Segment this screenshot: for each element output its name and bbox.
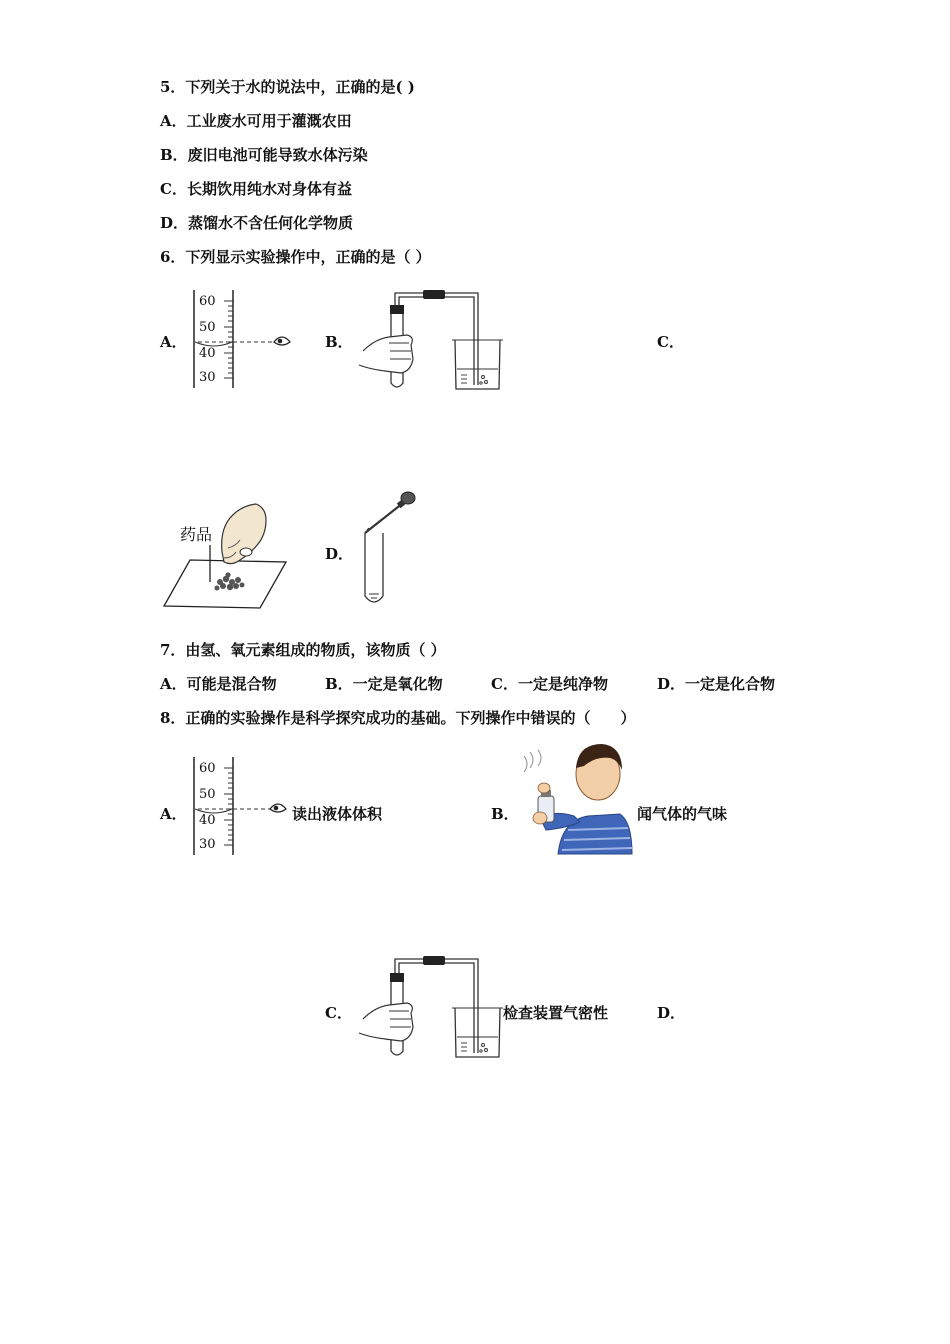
q8-label-b: B．: [491, 805, 519, 823]
eye-icon: [270, 804, 286, 812]
q8-scale-50: 50: [199, 787, 216, 802]
q8-label-d: D．: [657, 1004, 686, 1022]
q8-scale-30: 30: [199, 837, 216, 852]
q6-c-caption: 药品: [180, 525, 213, 544]
q8-c-caption: 检查装置气密性: [503, 1004, 609, 1022]
q6-dropper-figure: [355, 488, 430, 610]
q7-option-a: A．可能是混合物: [160, 675, 277, 693]
q8-stem: 8．正确的实验操作是科学探究成功的基础。下列操作中错误的（ ）: [160, 709, 636, 727]
q6-label-a: A．: [160, 333, 187, 351]
q5-option-b: B．废旧电池可能导致水体污染: [160, 146, 368, 164]
q7-option-b: B．一定是氧化物: [325, 675, 443, 693]
eye-icon: [274, 337, 290, 345]
q6-label-d: D．: [325, 545, 354, 563]
q8-label-c: C．: [325, 1004, 352, 1022]
q8-b-caption: 闻气体的气味: [637, 805, 728, 823]
q6-scale-60: 60: [199, 294, 216, 309]
q5-option-d: D．蒸馏水不含任何化学物质: [160, 214, 354, 232]
q6-stem: 6．下列显示实验操作中，正确的是（ ）: [160, 248, 431, 266]
q6-scale-50: 50: [199, 320, 216, 335]
q5-option-c: C．长期饮用纯水对身体有益: [160, 180, 352, 198]
q7-option-c: C．一定是纯净物: [491, 675, 608, 693]
q6-label-b: B．: [325, 333, 353, 351]
q8-airtightness-figure: [355, 953, 505, 1063]
q6-scale-30: 30: [199, 370, 216, 385]
q6-hand-reagent-figure: [160, 500, 290, 615]
q8-scale-60: 60: [199, 761, 216, 776]
q7-stem: 7．由氢、氧元素组成的物质，该物质（ ）: [160, 641, 446, 659]
q8-smell-gas-figure: [518, 738, 636, 858]
q7-option-d: D．一定是化合物: [657, 675, 776, 693]
q8-label-a: A．: [160, 805, 187, 823]
q6-label-c: C．: [657, 333, 684, 351]
q5-option-a: A．工业废水可用于灌溉农田: [160, 112, 352, 130]
q6-scale-40: 40: [199, 346, 216, 361]
q5-stem: 5．下列关于水的说法中，正确的是( ): [160, 78, 415, 96]
q8-a-caption: 读出液体体积: [292, 805, 383, 823]
q8-scale-40: 40: [199, 813, 216, 828]
q6-airtightness-figure: [355, 285, 505, 395]
